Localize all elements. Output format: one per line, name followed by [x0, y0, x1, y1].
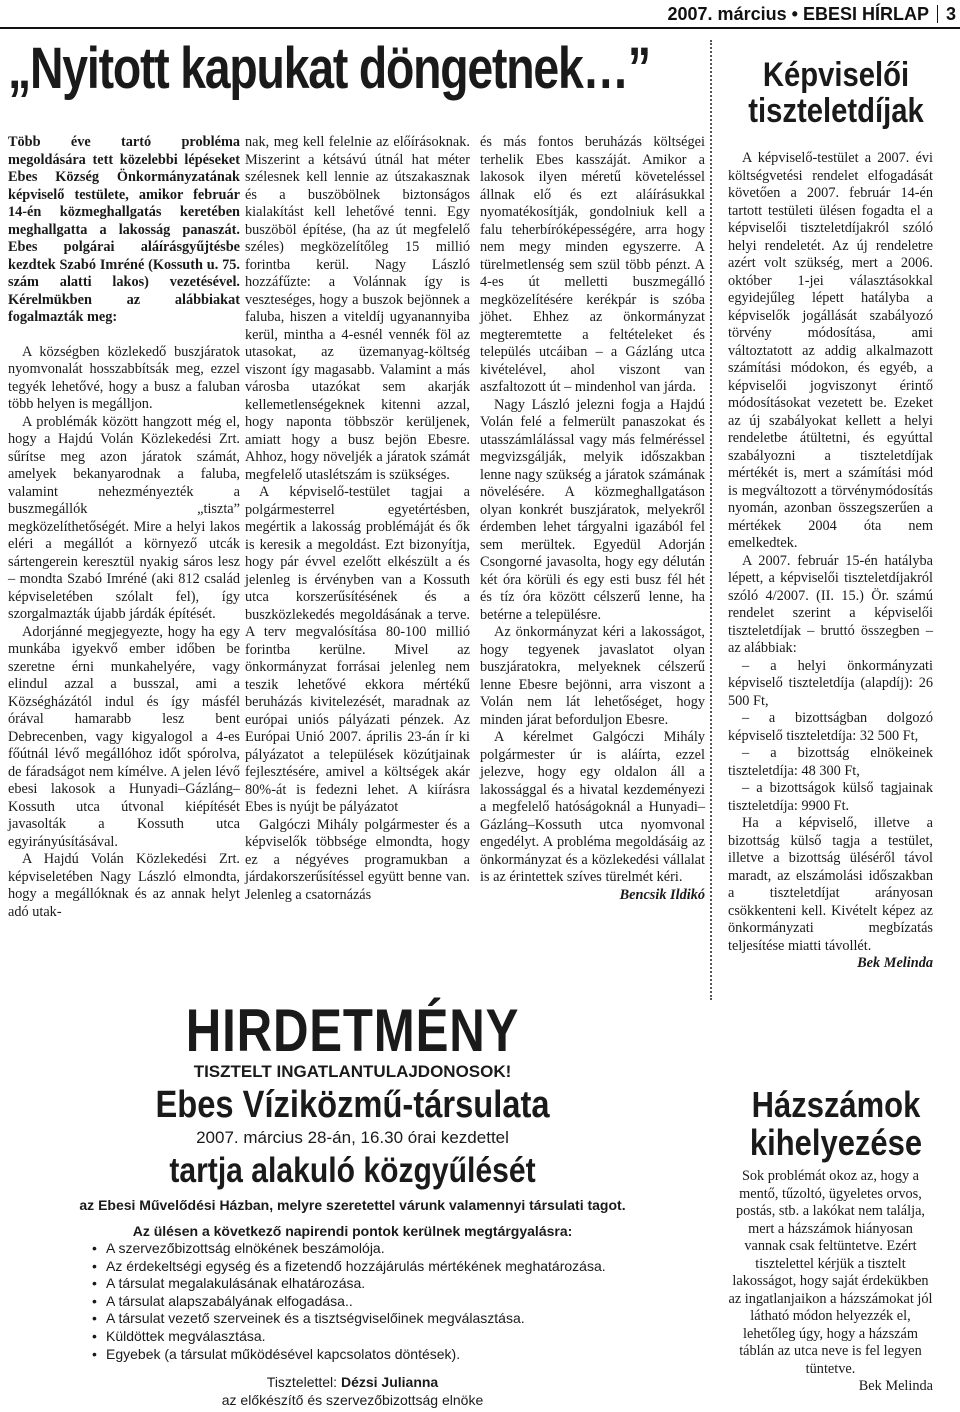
notice-date: 2007. március 28-án, 16.30 órai kezdettel — [196, 1128, 509, 1147]
sidebar-list-item: – a helyi önkormányzati képviselő tiszteletdíja (alapdíj): 26 500 Ft, — [728, 657, 933, 709]
notice-heading: HIRDETMÉNY — [185, 997, 520, 1064]
agenda-item: • Küldöttek megválasztása. — [92, 1328, 675, 1346]
sidebar-paragraph: Sok problémát okoz az, hogy a mentő, tűzoltó, ügyeletes orvos, postás, stb. a lakókat nem találja, mert a házszámok hiányosan vannak csak feltüntetve. Ezért tisztelettel kérjük a tisztelt lakosságot, hogy saját érdekükben az ingatlanjaikon a házszámokat jól látható módon helyezzék el, lehetőleg úgy, hogy a házszám táblán az utca neve is fel legyen tüntetve. — [728, 1168, 933, 1377]
agenda-intro: Az ülésen a következő napirendi pontok kerülnek megtárgyalásra: — [132, 1223, 573, 1239]
article-paragraph: Galgóczi Mihály polgármester és a képviselők többsége elmondta, hogy ez a négyéves programukban a járdakorszerűsítéssel együtt benne van. Jelenleg a csatornázás — [245, 816, 470, 903]
agenda-item: • A szervezőbizottság elnökének beszámolója. — [92, 1240, 675, 1258]
signature-role: az előkészítő és szervezőbizottság elnöke — [221, 1392, 484, 1409]
newspaper-name: EBESI HÍRLAP — [802, 4, 929, 24]
article-paragraph: Adorjánné megjegyezte, hogy ha egy munkába igyekvő ember időben be szeretne érni munkahelyére, vagy elindul azzal a busszal, ami a Községházától indul és így másfél órával hamarabb lesz bent Debrecenben, vagy kigyalogol a 4-es főútnál lévő megállóhoz időt spórolva, de fáradságot nem kímélve. A jelen lévő ebesi lakosok a Hunyadi–Gázláng–Kossuth utca útvonal kiépítését javasolták a Kossuth utca egyirányúsításával. — [8, 623, 240, 850]
sidebar-paragraph: A 2007. február 15-én hatályba lépett, a képviselői tiszteletdíjakról szóló 4/2007. (II. 15.) Ör. számú rendelet szerint a képviselői tiszteletdíjak – bruttó összegben – az alábbiak: — [728, 552, 933, 656]
article-paragraph: A problémák között hangzott még el, hogy a Hajdú Volán Közlekedési Zrt. sűrítse meg azon járatok számát, amelyek bekanyarodnak a faluba, valamint nehezményezték a buszmegállók „tiszta” megközelíthetőségét. Mire a helyi lakos eléri a megállót a környező utcák sártengerein keresztül nyakig sáros lesz – mondta Szabó Imréné (aki 812 család képviseletében szólalt fel), így szorgalmazták újabb járdák építését. — [8, 413, 240, 622]
article-title: „Nyitott kapukat döngetnek…” — [8, 36, 650, 101]
signature-name: Dézsi Julianna — [340, 1374, 439, 1391]
article-paragraph: A Hajdú Volán Közlekedési Zrt. képviseletében Nagy László elmondta, hogy a megállóknak és az annak helyt adó utak- — [8, 851, 240, 920]
sidebar-title-hazszamok: Házszámok kihelyezése — [749, 1084, 923, 1163]
article-paragraph: Nagy László jelezni fogja a Hajdú Volán felé a felmerült panaszokat és utasszámlálással vagy más felméréssel megvizsgálják, melyik időszakban lenne nagy szükség a járatok számának növelésére. A közmeghallgatáson olyan konkrét buszjáratok, melyekről érdemben lehet tárgyalni igazából fel sem merültek. Egyedül Adorján Csongorné javasolta, hogy egy délután két óra körüli és egy esti busz fél hét és tíz óra között célszerű lenne, ha betérne a településre. — [480, 396, 705, 623]
article-lead: Több éve tartó probléma megoldására tett közelebbi lépéseket Ebes Község Önkormányzatának képviselő testülete, amikor február 14-én közmeghallgatás keretében meghallgatta a lakosság panaszát. Ebes polgárai aláírásgyűjtésbe kezdtek Szabó Imréné (Kossuth u. 75. szám alatti lakos) vezetésével. Kérelmükben az alábbiakat fogalmazták meg: — [8, 134, 240, 325]
article-paragraph: Az önkormányzat kéri a lakosságot, hogy tegyenek javaslatot olyan buszjáratokra, melyeknek célszerű lenne Ebesre bejönni, arra viszont a Volán nem lát lehetőséget, hogy minden járat beforduljon Ebesre. — [480, 624, 705, 728]
article-paragraph: A kérelmet Galgóczi Mihály polgármester úr is aláírta, ezzel jelezve, hogy egy oldalon áll a lakossággal és a hivatal kezdeményezi a megfelelő hatóságoknál a Hunyadi–Gázláng–Kossuth utca nyomvonal engedélyt. A probléma megoldásáig az önkormányzat és a közlekedési vállalat is az érintettek szíves türelmét kéri. — [480, 729, 705, 885]
sidebar-article-tiszteletdijak — [728, 150, 933, 973]
notice-addressee: TISZTELT INGATLANTULAJDONOSOK! — [193, 1062, 512, 1081]
sidebar-paragraph: Ha a képviselő, illetve a bizottság külső tagja a testület, illetve a bizottság üléséről távol maradt, az elszámolási időszakban a tiszteletdíjat arányosan csökkenteni kell. Kivételt képez az önkormányzati megbízatás teljesítése miatti távollét. — [728, 815, 933, 954]
notice-box — [30, 997, 675, 1409]
signature-prefix: Tisztelettel: — [266, 1374, 341, 1391]
masthead-divider — [937, 5, 938, 23]
sidebar-title-tiszteletdijak: Képviselői tiszteletdíjak — [748, 56, 924, 130]
sidebar-article-hazszamok — [728, 1168, 933, 1396]
issue-date: 2007. március — [667, 4, 787, 24]
agenda-item: • A társulat vezető szerveinek és a tisztségviselőinek megválasztása. — [92, 1310, 675, 1328]
notice-event: tartja alakuló közgyűlését — [169, 1151, 536, 1190]
notice-organization: Ebes Víziközmű-társulata — [155, 1084, 550, 1126]
article-paragraph: és más fontos beruházás költségei terhelik Ebes kasszáját. Amikor a lakosok ilyen méretű követeléssel állnak elő és ezt aláírásukkal nyomatékosítják, gondolniuk kell a falu teherbíróképességére, arra hogy nem megy minden egyszerre. A türelmetlenség sem szül több pénzt. A 4-es út melletti buszmegálló megközelítésére kerékpár is szóba jöhet. Ehhez az önkormányzat megteremtette a feltételeket és település utcáiban – a Gázláng utca kivételével, ahol viszont van aszfaltozott út – mindenhol van járda. — [480, 134, 705, 395]
column-separator — [710, 40, 712, 1000]
notice-signature — [30, 1373, 675, 1409]
sidebar-author: Bek Melinda — [858, 1378, 933, 1394]
sidebar-list-item: – a bizottságok külső tagjainak tiszteletdíja: 9900 Ft. — [728, 780, 933, 814]
top-rule — [0, 27, 960, 29]
agenda-item: • A társulat alapszabályának elfogadása.. — [92, 1293, 675, 1311]
article-column-2 — [245, 134, 470, 904]
article-paragraph: A községben közlekedő buszjáratok nyomvonalát hosszabbítsák meg, ezzel tegyék lehetővé, hogy a busz a faluban több helyen is megálljon. — [8, 343, 240, 412]
article-column-3 — [480, 134, 705, 904]
notice-venue: az Ebesi Művelődési Házban, melyre szeretettel várunk valamennyi társulati tagot. — [79, 1197, 626, 1213]
article-paragraph: nak, meg kell felelnie az előírásoknak. Miszerint a kétsávú útnál hat méter szélesnek kell lennie az útszakasznak és a buszöbölnek biztonságos kialakítást kell lehetővé tenni. Egy buszöböl építése, (ha az út megfelelő széles) megközelítőleg 15 millió forintba kerül. Nagy László hozzáfűzte: a Volánnak így is veszteséges, hogy a buszok bejönnek a faluba, hiszen a viteldíj ugyanannyiba kerül, mintha a 4-esnél vennék föl az utasokat, az üzemanyag-költség viszont így magasabb. Valamint a más városba utazókat sem akarják kellemetlenségeknek kitenni azzal, hogy naponta többször kerüljenek, amiatt hogy a busz bejön Ebesre. Ahhoz, hogy növeljék a járatok számát megfelelő utaslétszám is szükséges. — [245, 134, 470, 483]
agenda-item: • Az érdekeltségi egység és a fizetendő hozzájárulás mértékének meghatározása. — [92, 1258, 675, 1276]
article-column-1 — [8, 134, 240, 921]
masthead-dot: • — [791, 4, 798, 24]
sidebar-list-item: – a bizottságban dolgozó képviselő tiszteletdíja: 32 500 Ft, — [728, 710, 933, 744]
agenda-list — [30, 1240, 675, 1363]
sidebar-list-item: – a bizottság elnökeinek tiszteletdíja: 48 300 Ft, — [728, 745, 933, 779]
masthead — [668, 4, 956, 25]
agenda-item: • Egyebek (a társulat működésével kapcsolatos döntések). — [92, 1346, 675, 1364]
agenda-item: • A társulat megalakulásának elhatározása. — [92, 1275, 675, 1293]
sidebar-author: Bek Melinda — [857, 955, 933, 971]
page-number: 3 — [945, 4, 956, 24]
article-paragraph: A képviselő-testület tagjai a polgármesterrel egyetértésben, megértik a lakosság problémáját és ők is keresik a megoldást. Ezt bizonyítja, hogy pár évvel ezelőtt elkészült a és jelenleg is érvényben van a Kossuth utca korszerűsítésének és a buszközlekedés megoldásának a terve. A terv megvalósítása 80-100 millió forintba kerülne. Mivel az önkormányzat forrásai jelenleg nem teszik lehetővé ekkora mértékű beruházás kivitelezését, maradnak az európai uniós pályázati pénzek. Az Európai Unió 2007. április 23-án ír ki pályázatot a települések közútjainak fejlesztésére, amivel a költségek akár 80%-át is fedezni lehet. A kiírásra Ebes is nyújt be pályázatot — [245, 484, 470, 815]
sidebar-paragraph: A képviselő-testület a 2007. évi költségvetési rendelet elfogadását követően a 2007. február 14-én tartott testületi ülésen fogadta el a képviselői tiszteletdíjakról szóló helyi rendeletét. Az új rendeletre azért volt szükség, mert a 2006. október 1-jei választásokkal egyidejűleg lépett hatályba a képviselők jogállását szabályozó törvény módosítása, ami változtatott az addig alkalmazott számítási módokon, és egyéb, a képviselői jogviszonyt érintő módosításokat vezetett be. Ezeket az új szabályokat kellett a helyi rendeletbe átültetni, és egyúttal szabályozni a tiszteletdíjak mértékét is, mert a számítási mód is megváltozott a törvénymódosítás nyomán, azonban összegszerűen a mértékek 2004 óta nem emelkedtek. — [728, 150, 933, 551]
article-author: Bencsik Ildikó — [619, 886, 705, 903]
